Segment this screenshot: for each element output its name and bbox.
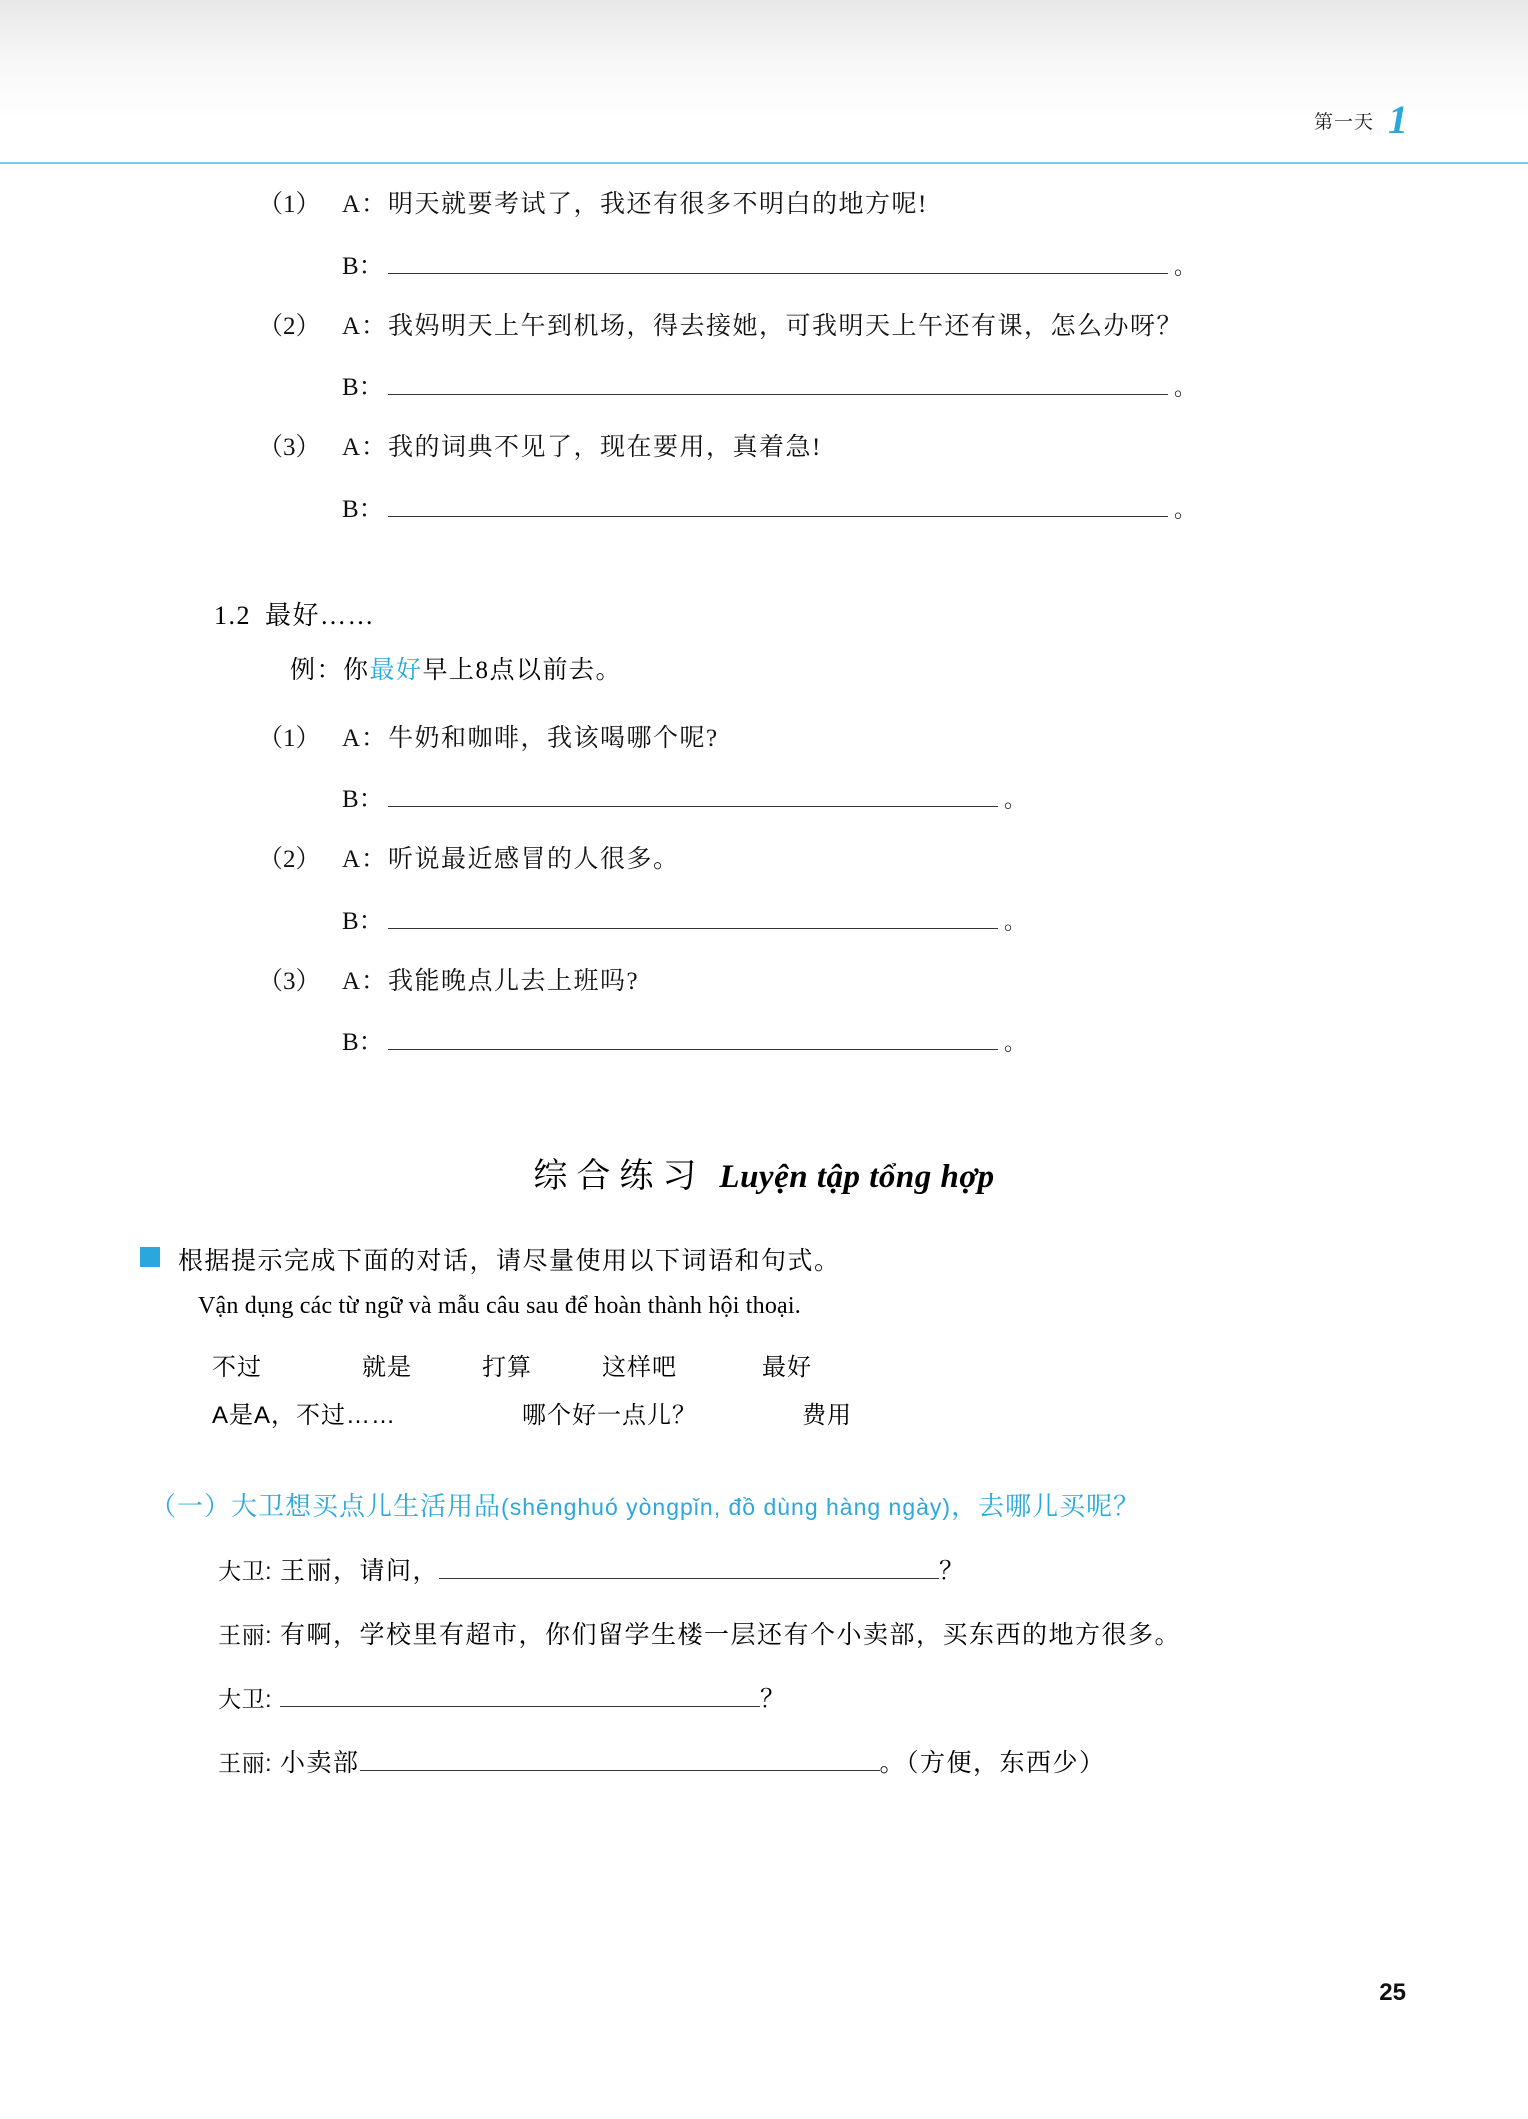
example-suffix: 早上8点以前去。 <box>422 656 623 684</box>
speaker-a-text: 明天就要考试了，我还有很多不明白的地方呢! <box>388 191 928 218</box>
answer-period: 。 <box>1174 375 1197 400</box>
word-item: 这样吧 <box>602 1354 677 1381</box>
dialogue-blank[interactable] <box>280 1680 760 1707</box>
speaker-a-text: 我的词典不见了，现在要用，真着急! <box>388 434 822 461</box>
speaker-b-label: B： <box>342 907 384 935</box>
speaker-a-label: A： <box>342 967 388 995</box>
item-number: （2） <box>258 846 321 873</box>
exercise-item <box>0 186 1528 224</box>
example-prefix: 例：你 <box>290 656 370 684</box>
item-number: （3） <box>258 967 321 995</box>
composite-title-cn: 综合练习 <box>533 1158 706 1195</box>
answer-blank[interactable] <box>388 368 1168 395</box>
answer-row <box>0 1022 1528 1058</box>
speaker-a-label: A： <box>342 191 388 218</box>
answer-blank[interactable] <box>388 780 998 807</box>
word-item: 哪个好一点儿？ <box>522 1402 697 1429</box>
word-bank-row <box>212 1344 1528 1392</box>
item-number: （1） <box>258 191 321 218</box>
answer-row <box>0 246 1528 282</box>
dialogue-tail: ？ <box>939 1558 966 1585</box>
section-heading <box>0 595 1528 632</box>
page-header <box>1313 97 1408 142</box>
speaker-a-text: 牛奶和咖啡，我该喝哪个呢? <box>388 724 719 752</box>
exercise-item <box>0 841 1528 879</box>
part-pinyin: (shēnghuó yòngpǐn, đồ dùng hàng ngày) <box>501 1494 952 1520</box>
dialogue-text: 有啊，学校里有超市，你们留学生楼一层还有个小卖部，买东西的地方很多。 <box>280 1622 1182 1649</box>
word-bank-row <box>212 1392 1528 1440</box>
speaker-b-label: B： <box>342 1029 384 1056</box>
composite-instruction <box>0 1241 1528 1277</box>
answer-period: 。 <box>1004 1030 1027 1055</box>
item-number: （3） <box>258 434 321 461</box>
item-number: （2） <box>258 312 321 340</box>
part-one-title <box>0 1486 1528 1523</box>
instruction-text-vn: Vận dụng các từ ngữ và mẫu câu sau để hoàn thành hội thoại. <box>198 1293 801 1319</box>
composite-section-title <box>0 1148 1528 1197</box>
answer-period: 。 <box>1174 253 1197 279</box>
word-item: A是A，不过…… <box>212 1402 397 1429</box>
header-chapter-number: 1 <box>1388 97 1408 142</box>
word-bank <box>0 1344 1528 1440</box>
exercise-item <box>0 720 1528 758</box>
example-highlight: 最好 <box>369 656 423 684</box>
speaker-name: 王丽: <box>218 1622 272 1648</box>
section-example <box>0 650 1528 686</box>
answer-period: 。 <box>1004 787 1027 812</box>
answer-row <box>0 367 1528 403</box>
answer-row <box>0 489 1528 525</box>
dialogue-line <box>0 1679 1528 1715</box>
word-item: 不过 <box>212 1354 262 1381</box>
speaker-a-label: A： <box>342 724 388 752</box>
speaker-b-label: B： <box>342 252 384 280</box>
answer-blank[interactable] <box>388 247 1168 274</box>
answer-row <box>0 901 1528 937</box>
exercise-group-1 <box>0 186 1528 525</box>
instruction-text-cn: 根据提示完成下面的对话，请尽量使用以下词语和句式。 <box>178 1248 841 1275</box>
page-number: 25 <box>1379 1979 1406 2006</box>
answer-blank[interactable] <box>388 490 1168 517</box>
dialogue-blank[interactable] <box>439 1552 939 1579</box>
speaker-a-label: A： <box>342 312 388 340</box>
speaker-name: 大卫: <box>218 1686 272 1712</box>
answer-period: 。 <box>1004 908 1027 934</box>
dialogue-text: 小卖部 <box>280 1750 360 1777</box>
part-label: （一） <box>150 1492 232 1521</box>
dialogue-line <box>0 1615 1528 1651</box>
item-number: （1） <box>258 724 321 752</box>
page-content <box>0 186 1528 1807</box>
exercise-group-2 <box>0 720 1528 1059</box>
header-day-label: 第一天 <box>1313 112 1374 133</box>
section-number: 1.2 <box>214 600 251 630</box>
speaker-a-text: 我妈明天上午到机场，得去接她，可我明天上午还有课，怎么办呀？ <box>388 312 1184 340</box>
speaker-b-label: B： <box>342 374 384 401</box>
composite-title-vn: Luyện tập tổng hợp <box>719 1159 995 1195</box>
dialogue-line <box>0 1743 1528 1779</box>
speaker-name: 大卫: <box>218 1558 272 1584</box>
speaker-b-label: B： <box>342 786 384 813</box>
exercise-item <box>0 429 1528 467</box>
answer-blank[interactable] <box>388 1023 998 1050</box>
word-item: 费用 <box>802 1402 852 1429</box>
speaker-b-label: B： <box>342 495 384 523</box>
dialogue-tail: 。（方便，东西少） <box>879 1750 1106 1777</box>
dialogue-tail: ？ <box>760 1686 787 1713</box>
speaker-a-label: A： <box>342 434 388 461</box>
word-item: 就是 <box>362 1354 412 1381</box>
answer-blank[interactable] <box>388 902 998 929</box>
part-text-cn: 大卫想买点儿生活用品 <box>231 1492 502 1521</box>
dialogue-text: 王丽，请问， <box>280 1558 440 1585</box>
word-item: 打算 <box>482 1354 532 1381</box>
speaker-a-text: 我能晚点儿去上班吗? <box>388 967 640 995</box>
speaker-name: 王丽: <box>218 1750 272 1776</box>
answer-period: 。 <box>1174 496 1197 522</box>
section-title: 最好…… <box>265 600 376 630</box>
part-text-tail: ，去哪儿买呢？ <box>951 1492 1141 1521</box>
speaker-a-label: A： <box>342 846 388 873</box>
word-item: 最好 <box>762 1354 812 1381</box>
dialogue-line <box>0 1551 1528 1587</box>
square-bullet-icon <box>140 1247 160 1267</box>
exercise-item <box>0 963 1528 1001</box>
header-divider <box>0 162 1528 164</box>
speaker-a-text: 听说最近感冒的人很多。 <box>388 846 680 873</box>
exercise-item <box>0 308 1528 346</box>
answer-row <box>0 779 1528 815</box>
dialogue-blank[interactable] <box>360 1744 880 1771</box>
